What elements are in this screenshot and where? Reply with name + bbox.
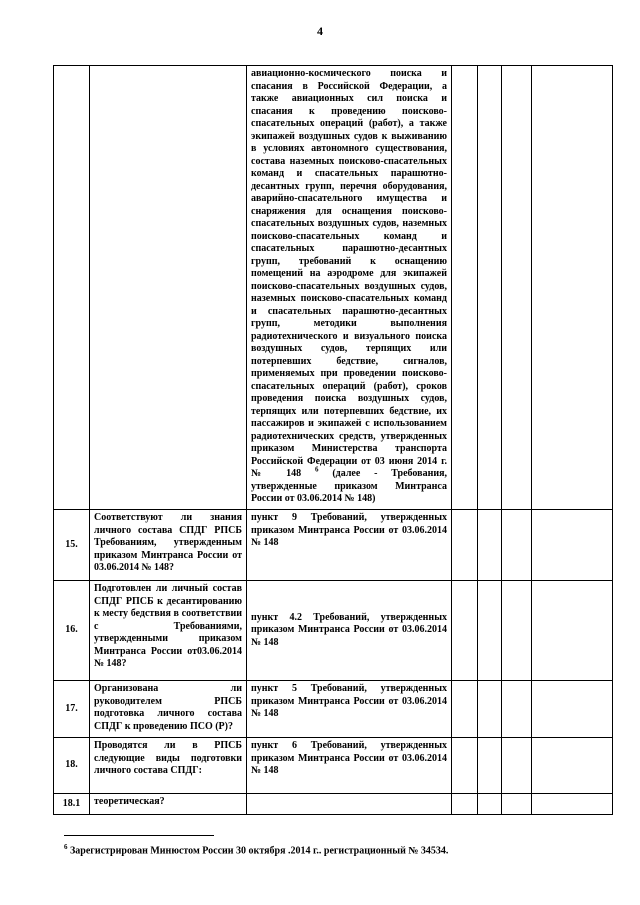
row-number: 18. — [54, 738, 90, 794]
page-number: 4 — [317, 24, 323, 38]
question-cell: теоретическая? — [90, 794, 247, 815]
requirement-reference-cell — [247, 66, 452, 510]
question-cell — [90, 66, 247, 510]
note-cell — [532, 66, 613, 510]
checklist-table — [53, 65, 613, 815]
note-cell — [532, 794, 613, 815]
question-cell: Организована ли руководителем РПСБ подготовка личного состава СПДГ к проведению ПСО (Р)? — [90, 681, 247, 738]
answer-no-cell — [478, 510, 502, 581]
table-row — [54, 66, 613, 510]
answer-na-cell — [502, 681, 532, 738]
answer-no-cell — [478, 681, 502, 738]
note-cell — [532, 738, 613, 794]
requirement-reference-cell: пункт 4.2 Требований, утвержденных приказом Минтранса России от 03.06.2014 № 148 — [247, 581, 452, 681]
row-number: 15. — [54, 510, 90, 581]
question-cell: Соответствуют ли знания личного состава СПДГ РПСБ Требованиям, утвержденным приказом Минтранса России от 03.06.2014 № 148? — [90, 510, 247, 581]
answer-no-cell — [478, 66, 502, 510]
row-number — [54, 66, 90, 510]
answer-no-cell — [478, 794, 502, 815]
requirement-text-tail: (далее - Требования, утвержденные приказом Минтранса России от 03.06.2014 № 148) — [251, 468, 448, 504]
answer-no-cell — [478, 581, 502, 681]
requirement-reference-cell: пункт 5 Требований, утвержденных приказом Минтранса России от 03.06.2014 № 148 — [247, 681, 452, 738]
table-row — [54, 681, 613, 738]
answer-na-cell — [502, 794, 532, 815]
answer-yes-cell — [452, 794, 478, 815]
footnote-text: Зарегистрирован Минюстом России 30 октября .2014 г.. регистрационный № 34534. — [70, 845, 449, 857]
footnote-divider — [64, 835, 214, 836]
note-cell — [532, 581, 613, 681]
answer-na-cell — [502, 66, 532, 510]
answer-yes-cell — [452, 581, 478, 681]
note-cell — [532, 681, 613, 738]
requirement-reference-cell: пункт 6 Требований, утвержденных приказом Минтранса России от 03.06.2014 № 148 — [247, 738, 452, 794]
answer-no-cell — [478, 738, 502, 794]
requirement-text: авиационно-космического поиска и спасания в Российской Федерации, а также авиационных сил поиска и спасания к проведению поисково-спасательных операций (работ), а также экипажей воздушных судов к выживанию в условиях автономного существования, состава наземных поисково-спасательных команд и спасательных парашютно-десантных групп, перечня оборудования, аварийно-спасательного имущества и снаряжения для оснащения поисково-спасательных воздушных судов, наземных поисково-спасательных команд и спасательных парашютно-десантных групп, требований к оснащению помещений на аэродроме для экипажей поисково-спасательных воздушных судов, наземных поисково-спасательных команд и спасательных парашютно-десантных групп, методики выполнения радиотехнического и визуального поиска воздушных судов, терпящих или потерпевших бедствие, сигналов, применяемых при проведении поисково-спасательных операций (работ), сроков проведения поиска воздушных судов, терпящих или потерпевших бедствие, их пассажиров и экипажей с использованием радиотехнических средств, утвержденных приказом Министерства транспорта Российской Федерации от 03 июня 2014 г. № 148 — [251, 68, 447, 479]
requirement-reference-cell — [247, 794, 452, 815]
footnote-marker: 6 — [315, 465, 319, 474]
row-number: 16. — [54, 581, 90, 681]
answer-na-cell — [502, 510, 532, 581]
answer-na-cell — [502, 581, 532, 681]
requirement-reference-cell: пункт 9 Требований, утвержденных приказом Минтранса России от 03.06.2014 № 148 — [247, 510, 452, 581]
answer-yes-cell — [452, 738, 478, 794]
question-cell: Подготовлен ли личный состав СПДГ РПСБ к десантированию к месту бедствия в соответствии с Требованиями, утвержденными приказом Минтранса России от03.06.2014 № 148? — [90, 581, 247, 681]
answer-yes-cell — [452, 681, 478, 738]
footnote-mark: 6 — [64, 843, 68, 851]
note-cell — [532, 510, 613, 581]
table-row — [54, 794, 613, 815]
table-row — [54, 581, 613, 681]
answer-yes-cell — [452, 66, 478, 510]
answer-na-cell — [502, 738, 532, 794]
table-row — [54, 738, 613, 794]
answer-yes-cell — [452, 510, 478, 581]
row-number: 17. — [54, 681, 90, 738]
row-number: 18.1 — [54, 794, 90, 815]
question-cell: Проводятся ли в РПСБ следующие виды подготовки личного состава СПДГ: — [90, 738, 247, 794]
footnote — [64, 843, 604, 856]
table-row — [54, 510, 613, 581]
